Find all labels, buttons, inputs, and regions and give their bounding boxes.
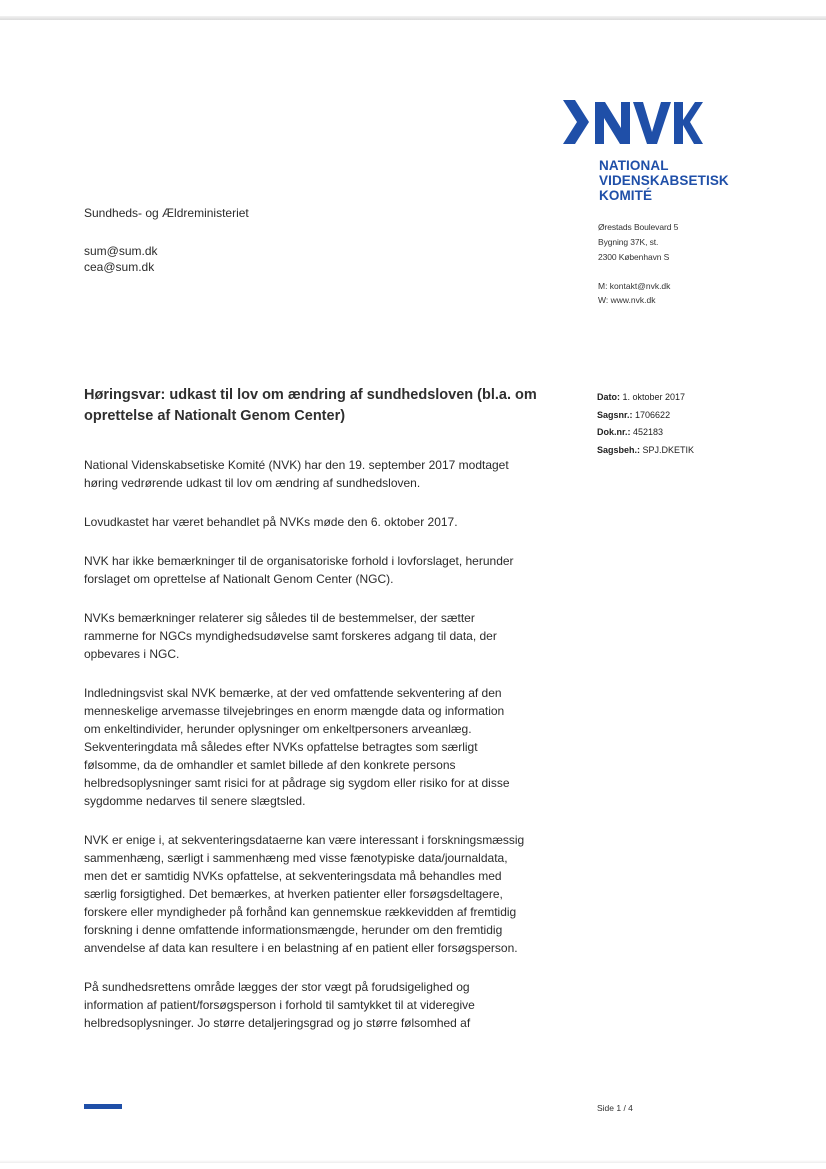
paragraph-line: helbredsoplysninger. Jo større detaljeringsgrad og jo større følsomhed af bbox=[84, 1016, 471, 1030]
paragraph-line: På sundhedsrettens område lægges der stor vægt på forudsigelighed og bbox=[84, 980, 470, 994]
meta-document-number bbox=[597, 424, 694, 442]
logo-name-line-3: KOMITÉ bbox=[599, 188, 653, 203]
paragraph-line: anvendelse af data kan resultere i en belastning af en patient eller forsøgsperson. bbox=[84, 941, 518, 955]
paragraph-line: helbredsoplysninger samt risici for at pådrage sig sygdom eller risiko for at disse bbox=[84, 776, 510, 790]
sender-address bbox=[598, 220, 678, 265]
logo-name bbox=[599, 158, 729, 203]
page-number: Side 1 / 4 bbox=[597, 1103, 633, 1113]
paragraph-line: NVK har ikke bemærkninger til de organisatoriske forhold i lovforslaget, herunder bbox=[84, 554, 514, 568]
meta-case-officer bbox=[597, 442, 694, 460]
footer-accent-bar bbox=[84, 1104, 122, 1109]
meta-date bbox=[597, 389, 694, 407]
paragraph-line: menneskelige arvemasse tilvejebringes en enorm mængde data og information bbox=[84, 704, 505, 718]
meta-value: 452183 bbox=[633, 427, 664, 437]
paragraph-line: særlig forsigtighed. Det bemærkes, at hverken patienter eller forsøgsdeltagere, bbox=[84, 887, 503, 901]
nvk-logo bbox=[563, 98, 743, 146]
paragraph-line: Lovudkastet har været behandlet på NVKs møde den 6. oktober 2017. bbox=[84, 515, 458, 529]
recipient-email: sum@sum.dk bbox=[84, 244, 158, 258]
paragraph-line: forskning i denne omfattende informationsmængde, herunder om den fremtidig bbox=[84, 923, 503, 937]
meta-value: 1. oktober 2017 bbox=[622, 392, 686, 402]
letter-subject: Høringsvar: udkast til lov om ændring af sundhedsloven (bl.a. om oprettelse af Nationalt Genom Center) bbox=[84, 387, 537, 424]
paragraph-line: information af patient/forsøgsperson i forhold til samtykket til at videregive bbox=[84, 998, 475, 1012]
paragraph-line: forslaget om oprettelse af Nationalt Genom Center (NGC). bbox=[84, 572, 394, 586]
nvk-logo-mark bbox=[563, 98, 703, 146]
meta-case-number bbox=[597, 407, 694, 425]
meta-label: Dok.nr.: bbox=[597, 427, 631, 437]
body-paragraph bbox=[84, 684, 584, 810]
paragraph-line: men det er samtidig NVKs opfattelse, at sekventeringsdata må behandles med bbox=[84, 869, 502, 883]
contact-website: W: www.nvk.dk bbox=[598, 295, 656, 305]
paragraph-line: NVKs bemærkninger relaterer sig således til de bestemmelser, der sætter bbox=[84, 611, 475, 625]
body-paragraph bbox=[84, 831, 584, 957]
paragraph-line: rammerne for NGCs myndighedsudøvelse samt forskeres adgang til data, der bbox=[84, 629, 497, 643]
paragraph-line: forskere eller myndigheder på forhånd kan gennemskue rækkevidden af fremtidig bbox=[84, 905, 517, 919]
meta-value: SPJ.DKETIK bbox=[642, 444, 695, 455]
letter-body bbox=[84, 456, 584, 1053]
paragraph-line: følsomme, da de omhandler et samlet billede af den konkrete persons bbox=[84, 758, 456, 772]
meta-label: Sagsbeh.: bbox=[597, 444, 641, 455]
sender-contact bbox=[598, 279, 670, 307]
paragraph-line: Indledningsvist skal NVK bemærke, at der ved omfattende sekventering af den bbox=[84, 686, 502, 700]
address-line: Ørestads Boulevard 5 bbox=[598, 222, 679, 232]
meta-label: Dato: bbox=[597, 392, 620, 402]
logo-name-line-1: NATIONAL bbox=[599, 158, 669, 173]
body-paragraph bbox=[84, 513, 584, 531]
paragraph-line: sygdomme nedarves til senere slægtsled. bbox=[84, 794, 306, 808]
paragraph-line: om enkeltindivider, herunder oplysninger om enkeltpersoners arveanlæg. bbox=[84, 722, 472, 736]
paragraph-line: opbevares i NGC. bbox=[84, 647, 180, 661]
body-paragraph bbox=[84, 456, 584, 492]
case-metadata bbox=[597, 389, 694, 459]
recipient-emails bbox=[84, 243, 249, 275]
recipient-block bbox=[84, 205, 249, 275]
scan-edge-bottom bbox=[0, 1160, 826, 1163]
address-line: Bygning 37K, st. bbox=[598, 237, 659, 247]
paragraph-line: NVK er enige i, at sekventeringsdataerne kan være interessant i forskningsmæssig bbox=[84, 833, 525, 847]
paragraph-line: National Videnskabsetiske Komité (NVK) har den 19. september 2017 modtaget bbox=[84, 458, 509, 472]
body-paragraph bbox=[84, 609, 584, 663]
recipient-email: cea@sum.dk bbox=[84, 260, 155, 274]
meta-value: 1706622 bbox=[635, 409, 671, 420]
logo-name-line-2: VIDENSKABSETISK bbox=[599, 173, 729, 188]
meta-label: Sagsnr.: bbox=[597, 409, 633, 420]
body-paragraph bbox=[84, 978, 584, 1032]
body-paragraph bbox=[84, 552, 584, 588]
recipient-name: Sundheds- og Ældreministeriet bbox=[84, 206, 249, 220]
address-line: 2300 København S bbox=[598, 252, 670, 262]
scan-edge-top bbox=[0, 16, 826, 20]
paragraph-line: Sekventeringdata må således efter NVKs opfattelse betragtes som særligt bbox=[84, 740, 478, 754]
paragraph-line: høring vedrørende udkast til lov om ændring af sundhedsloven. bbox=[84, 476, 421, 490]
contact-email: M: kontakt@nvk.dk bbox=[598, 281, 671, 291]
paragraph-line: sammenhæng, særligt i sammenhæng med visse fænotypiske data/journaldata, bbox=[84, 851, 508, 865]
